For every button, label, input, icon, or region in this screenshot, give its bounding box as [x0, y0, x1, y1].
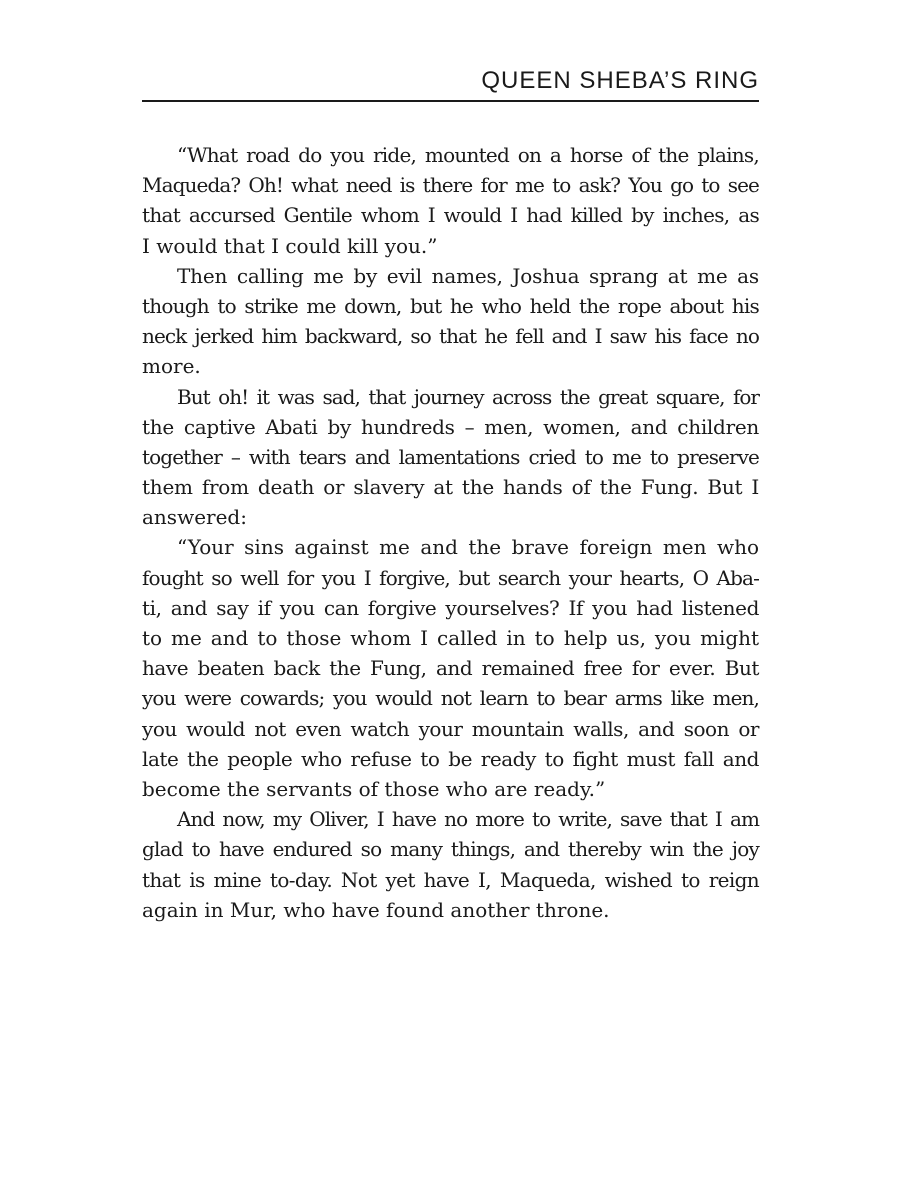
text-line: have beaten back the Fung, and remained free for ever. But — [142, 656, 759, 681]
text-line: more. — [142, 354, 201, 379]
paragraph-4 — [142, 532, 759, 804]
running-header: QUEEN SHEBA’S RING — [481, 67, 759, 94]
text-line: together – with tears and lamentations cried to me to preserve — [142, 444, 759, 469]
text-line: Then calling me by evil names, Joshua sprang at me as — [177, 263, 759, 288]
text-line: glad to have endured so many things, and thereby win the joy — [142, 837, 759, 862]
text-line: though to strike me down, but he who held the rope about his — [142, 293, 759, 318]
text-line: to me and to those whom I called in to help us, you might — [142, 626, 759, 650]
text-line: And now, my Oliver, I have no more to write, save that I am — [177, 807, 759, 832]
text-line: that is mine to-day. Not yet have I, Maqueda, wished to reign — [142, 867, 759, 892]
text-line: I would that I could kill you.” — [142, 233, 438, 258]
text-line: “Your sins against me and the brave foreign men who — [177, 535, 759, 560]
body-text — [142, 140, 759, 925]
text-line: Maqueda? Oh! what need is there for me to ask? You go to see — [142, 173, 759, 198]
paragraph-1 — [142, 140, 759, 261]
text-line: that accursed Gentile whom I would I had killed by inches, as — [142, 203, 759, 228]
text-line: But oh! it was sad, that journey across the great square, for — [177, 384, 759, 409]
text-line: them from death or slavery at the hands of the Fung. But I — [142, 475, 759, 500]
text-line: again in Mur, who have found another throne. — [142, 897, 610, 922]
text-line: neck jerked him backward, so that he fell and I saw his face no — [142, 324, 759, 349]
text-line: answered: — [142, 505, 247, 530]
text-line: you were cowards; you would not learn to bear arms like men, — [142, 686, 759, 711]
text-line: you would not even watch your mountain walls, and soon or — [142, 716, 759, 741]
header-rule — [142, 100, 759, 102]
text-line: ti, and say if you can forgive yourselves? If you had listened — [142, 595, 759, 620]
paragraph-3 — [142, 382, 759, 533]
paragraph-5 — [142, 804, 759, 925]
text-line: become the servants of those who are ready.” — [142, 776, 606, 801]
text-line: late the people who refuse to be ready to fight must fall and — [142, 746, 759, 771]
text-line: the captive Abati by hundreds – men, women, and children — [142, 414, 759, 439]
paragraph-2 — [142, 261, 759, 382]
text-line: “What road do you ride, mounted on a horse of the plains, — [177, 143, 759, 167]
text-line: fought so well for you I forgive, but search your hearts, O Aba- — [142, 565, 759, 590]
